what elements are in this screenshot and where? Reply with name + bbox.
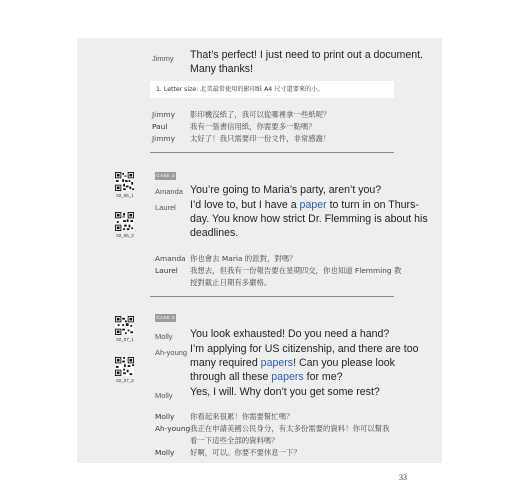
translation-line: 我正在申請美國公民身分，有太多份需要的資料！你可以幫我	[190, 424, 390, 433]
dialog-line: day. You know how strict Dr. Flemming is about his	[190, 213, 428, 225]
qr-code-label: 02_07_2	[116, 378, 134, 383]
translation-line: 好啊，可以。你要不要休息一下？	[190, 448, 301, 457]
speaker-label: Molly	[155, 448, 175, 457]
speaker-jimmy: Jimmy	[152, 54, 174, 63]
qr-code-label: 02_06_2	[116, 233, 134, 238]
section-divider	[150, 152, 394, 153]
speaker-label: Laurel	[155, 266, 178, 275]
translation-line: 我想去，但我有一份報告要在星期四交，你也知道 Flemming 教	[190, 266, 402, 275]
translation-line: 授對截止日期有多嚴格。	[190, 278, 272, 287]
qr-code-icon[interactable]	[115, 172, 134, 191]
footnote-box: 1. Letter size: 北美最常使用的影印紙 A4 尺寸還要來的小。	[150, 81, 394, 98]
dialog-line: That’s perfect! I just need to print out a document.	[190, 49, 424, 61]
speaker-laurel: Laurel	[155, 203, 176, 212]
speaker-amanda: Amanda	[155, 187, 183, 196]
qr-code-icon[interactable]	[115, 357, 134, 376]
speaker-label: Jimmy	[152, 134, 176, 143]
dialog-line: I’d love to, but I have a paper to turn in on Thurs-	[190, 199, 419, 211]
translation-line: 太好了！我只需要印一份文件，非常感謝！	[190, 134, 331, 143]
speaker-label: Ah-young	[155, 424, 191, 433]
translation-line: 影印機沒紙了，我可以從哪裡拿一些紙呢？	[190, 110, 331, 119]
translation-line: 你看起來很累！你需要幫忙嗎？	[190, 412, 294, 421]
keyword-highlight: papers	[271, 371, 304, 383]
translation-line: 看一下這些全部的資料嗎？	[190, 436, 279, 445]
case-badge: CASE 2	[156, 173, 175, 178]
page-number: 33	[399, 473, 407, 482]
case-badge: CASE 3	[156, 315, 175, 320]
dialog-line: deadlines.	[190, 227, 239, 239]
speaker-label: Molly	[155, 412, 175, 421]
qr-code-label: 02_06_1	[116, 193, 134, 198]
dialog-line: Yes, I will. Why don’t you get some rest?	[190, 386, 380, 398]
speaker-molly: Molly	[155, 332, 173, 341]
speaker-molly: Molly	[155, 391, 173, 400]
translation-line: 我有一張書信用紙，你需要多一點嗎？	[190, 122, 316, 131]
qr-code-icon[interactable]	[115, 212, 134, 231]
dialog-line: You look exhausted! Do you need a hand?	[190, 328, 390, 340]
keyword-highlight: paper	[299, 199, 327, 211]
speaker-label: Amanda	[155, 254, 186, 263]
dialog-line: Many thanks!	[190, 63, 254, 75]
translation-line: 你也會去 Maria 的派對，對嗎？	[190, 254, 297, 263]
keyword-highlight: papers	[260, 357, 294, 369]
qr-code-label: 02_07_1	[116, 337, 134, 342]
speaker-ahyoung: Ah-young	[155, 348, 188, 357]
section-divider	[150, 296, 394, 297]
speaker-label: Paul	[152, 122, 168, 131]
dialog-line: many required papers! Can you please look	[190, 357, 395, 369]
qr-code-icon[interactable]	[115, 316, 134, 335]
dialog-line: through all these papers for me?	[190, 371, 343, 383]
dialog-line: I’m applying for US citizenship, and there are too	[190, 343, 419, 355]
speaker-label: Jimmy	[152, 110, 176, 119]
dialog-line: You’re going to Maria’s party, aren’t you?	[190, 184, 382, 196]
